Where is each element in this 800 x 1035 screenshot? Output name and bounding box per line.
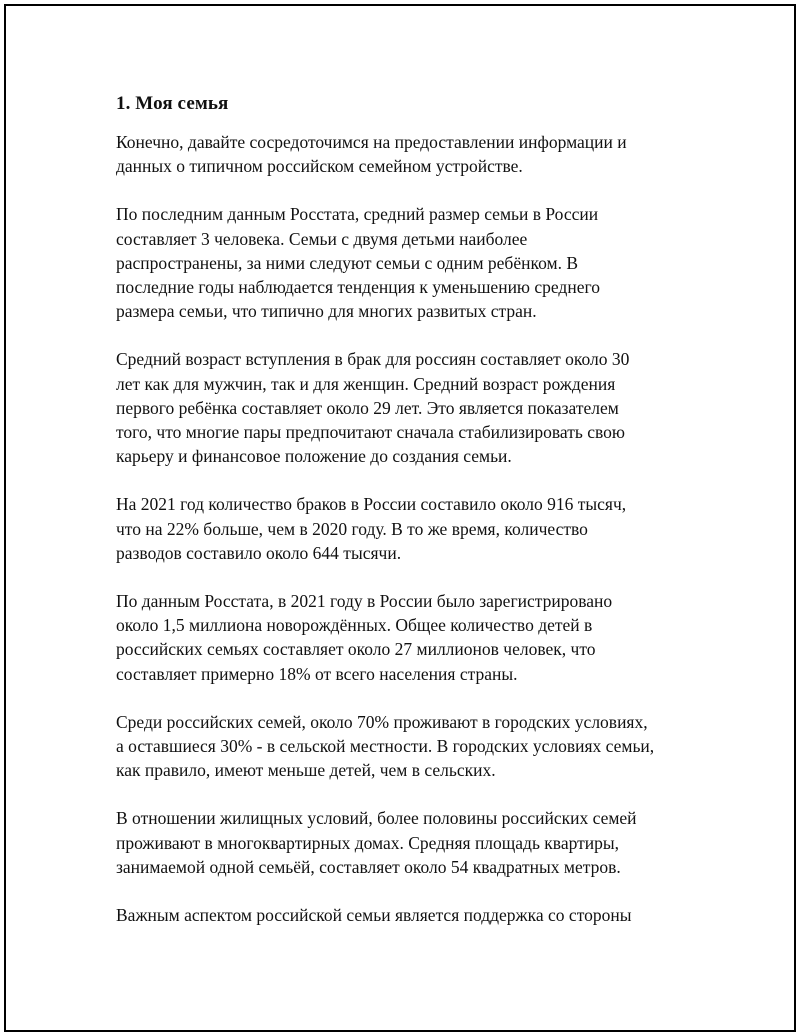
paragraph-housing: В отношении жилищных условий, более половины российских семей проживают в многоквартирных домах. Средняя площадь квартиры, занимаемой одной семьёй, составляет около 54 квадратных метров. — [116, 808, 637, 877]
paragraph-marriage-age: Средний возраст вступления в брак для россиян составляет около 30 лет как для мужчин, так и для женщин. Средний возраст рождения первого ребёнка составляет около 29 лет. Это является показателем того, что многие пары предпочитают сначала стабилизировать свою карьеру и финансовое положение до создания семьи. — [116, 349, 630, 467]
paragraph-intro: Конечно, давайте сосредоточимся на предоставлении информации и данных о типичном российском семейном устройстве. — [116, 132, 627, 177]
document-body — [116, 92, 716, 951]
paragraph-support: Важным аспектом российской семьи является поддержка со стороны — [116, 905, 632, 926]
paragraph-births-children: По данным Росстата, в 2021 году в России было зарегистрировано около 1,5 миллиона новорождённых. Общее количество детей в российских семьях составляет около 27 миллионов человек, что составляет примерно 18% от всего населения страны. — [116, 591, 613, 684]
paragraph-urban-rural: Среди российских семей, около 70% проживают в городских условиях, а оставшиеся 30% - в сельской местности. В городских условиях семьи, как правило, имеют меньше детей, чем в сельских. — [116, 711, 655, 781]
paragraph-marriages-divorces: На 2021 год количество браков в России составило около 916 тысяч, что на 22% больше, чем в 2020 году. В то же время, количество разводов составило около 644 тысячи. — [116, 494, 627, 563]
paragraph-family-size: По последним данным Росстата, средний размер семьи в России составляет 3 человека. Семьи с двумя детьми наиболее распространены, за ними следуют семьи с одним ребёнком. В последние годы наблюдается тенденция к уменьшению среднего размера семьи, что типично для многих развитых стран. — [116, 204, 600, 322]
section-heading: 1. Моя семья — [116, 93, 229, 114]
